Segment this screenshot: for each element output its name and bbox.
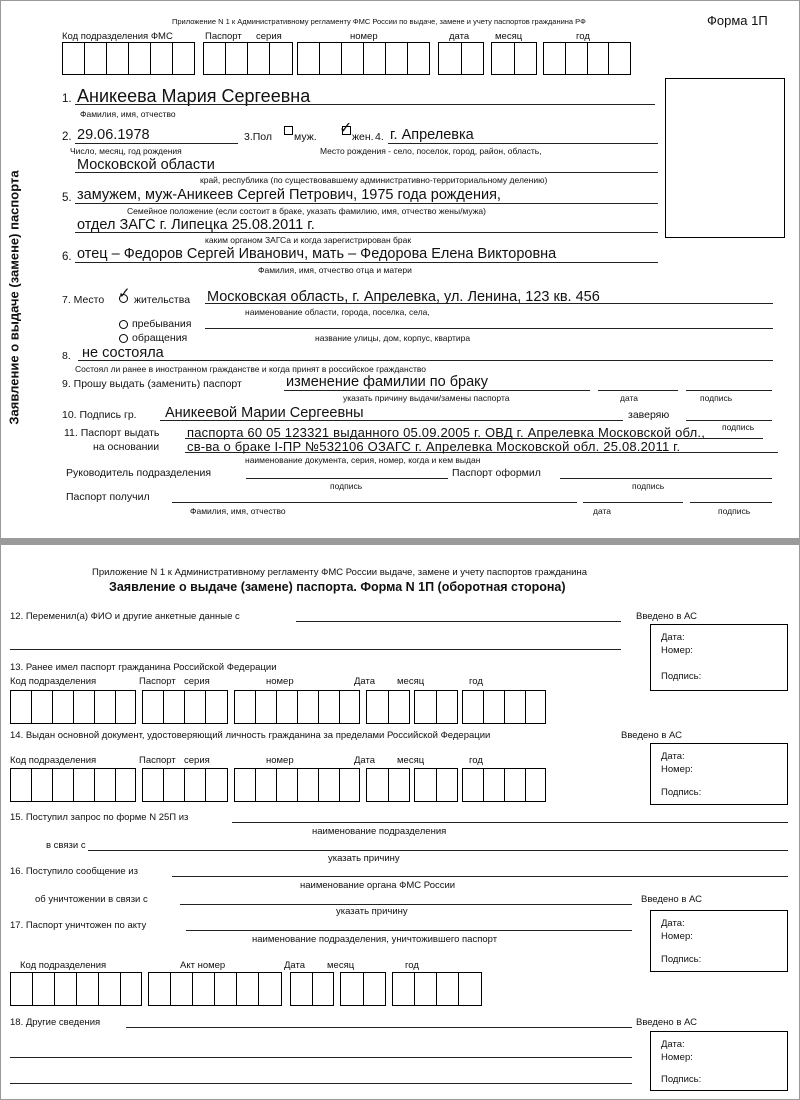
year-grid[interactable] [543, 42, 631, 75]
f17-h-act: Акт номер [180, 960, 226, 971]
f7-residence: жительства [134, 294, 191, 306]
f18-line3 [10, 1083, 632, 1084]
f11-label: 11. Паспорт выдать [64, 427, 160, 439]
f11-basis: на основании [93, 441, 160, 453]
received-date: дата [593, 506, 612, 516]
code-grid[interactable] [62, 42, 195, 75]
entered-label-18: Введено в АС [636, 1017, 698, 1028]
entered-label-16: Введено в АС [641, 894, 703, 905]
f15-due: в связи с [46, 840, 86, 851]
f12-line2 [10, 649, 621, 650]
f3-male: муж. [294, 131, 317, 143]
f8-line [78, 360, 773, 361]
month-grid[interactable] [491, 42, 537, 75]
stamp-sign: Подпись: [661, 1074, 702, 1085]
f1-caption: Фамилия, имя, отчество [80, 109, 176, 119]
grid-header-series: серия [256, 31, 282, 42]
f13-h-passport: Паспорт [139, 676, 176, 687]
number-grid[interactable] [297, 42, 430, 75]
back-title: Заявление о выдаче (замене) паспорта. Форма N 1П (оборотная сторона) [109, 580, 566, 594]
f6-line [75, 262, 658, 263]
f17-month-grid[interactable] [340, 972, 386, 1006]
f13-series-grid[interactable] [142, 690, 228, 724]
f4-line [388, 143, 658, 144]
head-label: Руководитель подразделения [66, 467, 212, 479]
issued-by: Паспорт оформил [452, 467, 541, 479]
f17-year-grid[interactable] [392, 972, 482, 1006]
stamp-box-12[interactable] [650, 624, 788, 691]
f18-line2 [10, 1057, 632, 1058]
f14-label: 14. Выдан основной документ, удостоверяющий личность гражданина за пределами Российской Федерации [10, 730, 491, 741]
f10-sign-line [686, 420, 772, 421]
f7-value[interactable]: Московская область, г. Апрелевка, ул. Ленина, 123 кв. 456 [207, 289, 600, 305]
f17-h-year: год [405, 960, 419, 971]
entered-label-14: Введено в АС [621, 730, 683, 741]
f15-caption2: указать причину [328, 853, 400, 864]
f17-h-code: Код подразделения [20, 960, 107, 971]
grid-header-year: год [576, 31, 590, 42]
f16-due: об уничтожении в связи с [35, 894, 148, 905]
received-caption: Фамилия, имя, отчество [190, 506, 286, 516]
zags-caption: каким органом ЗАГСа и когда зарегистрирован брак [205, 235, 412, 245]
zags-line [75, 232, 658, 233]
f11-caption: наименование документа, серия, номер, когда и кем выдан [245, 455, 481, 465]
region-line [75, 172, 658, 173]
f4-caption: Место рождения - село, поселок, город, район, область, [320, 146, 542, 156]
f17-line [186, 930, 632, 931]
f16-line [172, 876, 788, 877]
back-appendix: Приложение N 1 к Административному регламенту ФМС России выдаче, замене и учету паспортов гражданина [92, 567, 587, 578]
f2-caption: Число, месяц, год рождения [70, 146, 182, 156]
f12-label: 12. Переменил(а) ФИО и другие анкетные данные с [10, 611, 240, 622]
f4-label: 4. [375, 131, 384, 143]
front-appendix: Приложение N 1 к Административному регламенту ФМС России по выдаче, замене и учету паспортов гражданина РФ [172, 17, 586, 26]
f17-code-grid[interactable] [10, 972, 142, 1006]
f16-caption1: наименование органа ФМС России [300, 880, 456, 891]
f14-month-grid[interactable] [414, 768, 458, 802]
grid-header-code: Код подразделения ФМС [62, 31, 173, 42]
f15-label: 15. Поступил запрос по форме N 25П из [10, 812, 189, 823]
f13-h-month: месяц [397, 676, 425, 687]
f17-day-grid[interactable] [290, 972, 334, 1006]
f18-line1 [126, 1027, 632, 1028]
entered-label-12: Введено в АС [636, 611, 698, 622]
f10-label: 10. Подпись гр. [62, 409, 137, 421]
region-caption: край, республика (по существовавшему административно-территориальному делению) [200, 175, 548, 185]
f14-h-number: номер [266, 755, 294, 766]
grid-header-month: месяц [495, 31, 523, 42]
stamp-sign: Подпись: [661, 787, 702, 798]
f7-line1 [205, 303, 773, 304]
f14-h-passport: Паспорт [139, 755, 176, 766]
f14-series-grid[interactable] [142, 768, 228, 802]
f9-sign-line [686, 390, 772, 391]
f14-h-year: год [469, 755, 483, 766]
stamp-box-18[interactable] [650, 1031, 788, 1091]
f7-caption1: наименование области, города, поселка, села, [245, 307, 430, 317]
series-grid[interactable] [203, 42, 293, 75]
f6-num: 6. [62, 251, 72, 263]
f16-caption2: указать причину [336, 906, 408, 917]
f1-value[interactable]: Аникеева Мария Сергеевна [77, 86, 311, 106]
f9-date: дата [620, 393, 639, 403]
head-sign: подпись [330, 481, 363, 491]
received-line [172, 502, 577, 503]
f15-due-line [88, 850, 788, 851]
f14-h-code: Код подразделения [10, 755, 97, 766]
received-sign-line [690, 502, 772, 503]
f13-month-grid[interactable] [414, 690, 458, 724]
stamp-date: Дата: [661, 918, 685, 929]
f7-stay: пребывания [132, 318, 192, 330]
f9-caption: указать причину выдачи/замены паспорта [343, 393, 510, 403]
f10-certify: заверяю [628, 409, 670, 421]
f1-line [75, 104, 655, 105]
issued-sign: подпись [632, 481, 665, 491]
stay-radio[interactable] [119, 320, 128, 329]
f13-h-number: номер [266, 676, 294, 687]
f10-sign: подпись [722, 422, 755, 432]
f9-value[interactable]: изменение фамилии по браку [286, 374, 488, 390]
f17-caption: наименование подразделения, уничтожившего паспорт [252, 934, 498, 945]
f17-h-month: месяц [327, 960, 355, 971]
f11-value[interactable]: паспорта 60 05 123321 выданного 05.09.2005 г. ОВД г. Апрелевка Московской обл., [187, 425, 706, 440]
f5-num: 5. [62, 192, 72, 204]
f10-line [160, 420, 623, 421]
photo-box [665, 78, 785, 238]
f13-number-grid[interactable] [234, 690, 360, 724]
page-separator [0, 538, 800, 545]
f13-h-code: Код подразделения [10, 676, 97, 687]
f17-label: 17. Паспорт уничтожен по акту [10, 920, 147, 931]
f6-caption: Фамилия, имя, отчество отца и матери [258, 265, 412, 275]
f5-line [75, 203, 658, 204]
f13-h-series: серия [184, 676, 210, 687]
f1-num: 1. [62, 93, 72, 105]
f13-year-grid[interactable] [462, 690, 546, 724]
f13-day-grid[interactable] [366, 690, 410, 724]
f5-value[interactable]: замужем, муж-Аникеев Сергей Петрович, 1975 года рождения, [77, 187, 501, 203]
f14-h-series: серия [184, 755, 210, 766]
f4-value[interactable]: г. Апрелевка [390, 127, 474, 143]
stamp-number: Номер: [661, 645, 693, 656]
f14-year-grid[interactable] [462, 768, 546, 802]
stamp-number: Номер: [661, 931, 693, 942]
residence-check-icon: ✓ [118, 285, 131, 302]
f7-line2 [205, 328, 773, 329]
f8-caption: Состоял ли ранее в иностранном гражданстве и когда принят в российское гражданство [75, 364, 427, 374]
f8-value[interactable]: не состояла [82, 345, 164, 361]
f3-female: жен. [352, 131, 374, 143]
stamp-date: Дата: [661, 751, 685, 762]
f16-label: 16. Поступило сообщение из [10, 866, 138, 877]
f13-code-grid[interactable] [10, 690, 136, 724]
f2-num: 2. [62, 131, 72, 143]
f7-caption2: название улицы, дом, корпус, квартира [315, 333, 471, 343]
f3-label: 3.Пол [244, 131, 273, 143]
grid-header-passport: Паспорт [205, 31, 242, 42]
received-sign: подпись [718, 506, 751, 516]
grid-header-date: дата [449, 31, 470, 42]
zags-value[interactable]: отдел ЗАГС г. Липецка 25.08.2011 г. [77, 217, 315, 233]
appeal-radio[interactable] [119, 334, 128, 343]
grid-header-number: номер [350, 31, 378, 42]
f14-number-grid[interactable] [234, 768, 360, 802]
head-line [246, 478, 448, 479]
f7-label: 7. Место [62, 294, 105, 306]
received-date-line [583, 502, 683, 503]
stamp-box-14[interactable] [650, 743, 788, 805]
f17-h-date: Дата [284, 960, 306, 971]
f8-num: 8. [62, 350, 71, 362]
stamp-sign: Подпись: [661, 671, 702, 682]
stamp-date: Дата: [661, 1039, 685, 1050]
f15-caption1: наименование подразделения [312, 826, 447, 837]
issued-line [560, 478, 772, 479]
f14-code-grid[interactable] [10, 768, 136, 802]
f15-line [232, 822, 788, 823]
form-label: Форма 1П [707, 13, 768, 28]
f2-value[interactable]: 29.06.1978 [77, 127, 150, 143]
f14-day-grid[interactable] [366, 768, 410, 802]
f14-h-date: Дата [354, 755, 376, 766]
f9-date-line [598, 390, 678, 391]
f11-basis-line [185, 452, 778, 453]
f6-value[interactable]: отец – Федоров Сергей Иванович, мать – Федорова Елена Викторовна [77, 246, 557, 262]
f7-appeal: обращения [132, 332, 188, 344]
received-label: Паспорт получил [66, 491, 150, 503]
stamp-sign: Подпись: [661, 954, 702, 965]
sex-male-checkbox[interactable] [284, 126, 293, 135]
f13-h-date: Дата [354, 676, 376, 687]
stamp-box-16[interactable] [650, 910, 788, 972]
stamp-number: Номер: [661, 1052, 693, 1063]
f5-caption: Семейное положение (если состоит в браке, указать фамилию, имя, отчество жены/мужа) [127, 206, 486, 216]
f10-value[interactable]: Аникеевой Марии Сергеевны [165, 405, 364, 421]
f13-h-year: год [469, 676, 483, 687]
f9-sign: подпись [700, 393, 733, 403]
f18-label: 18. Другие сведения [10, 1017, 101, 1028]
check-mark-icon: ✓ [339, 120, 353, 137]
day-grid[interactable] [438, 42, 484, 75]
region-value[interactable]: Московской области [77, 157, 215, 173]
f9-line [284, 390, 590, 391]
f9-label: 9. Прошу выдать (заменить) паспорт [62, 378, 242, 390]
f16-due-line [180, 904, 632, 905]
f2-line [75, 143, 238, 144]
f12-line [296, 621, 621, 622]
stamp-number: Номер: [661, 764, 693, 775]
f17-act-grid[interactable] [148, 972, 282, 1006]
f13-label: 13. Ранее имел паспорт гражданина Российской Федерации [10, 662, 277, 673]
stamp-date: Дата: [661, 632, 685, 643]
f11-basis-value[interactable]: св-ва о браке I-ПР №532106 ОЗАГС г. Апрелевка Московской обл. 25.08.2011 г. [187, 439, 681, 454]
f14-h-month: месяц [397, 755, 425, 766]
vertical-title: Заявление о выдаче (замене) паспорта [6, 170, 22, 425]
